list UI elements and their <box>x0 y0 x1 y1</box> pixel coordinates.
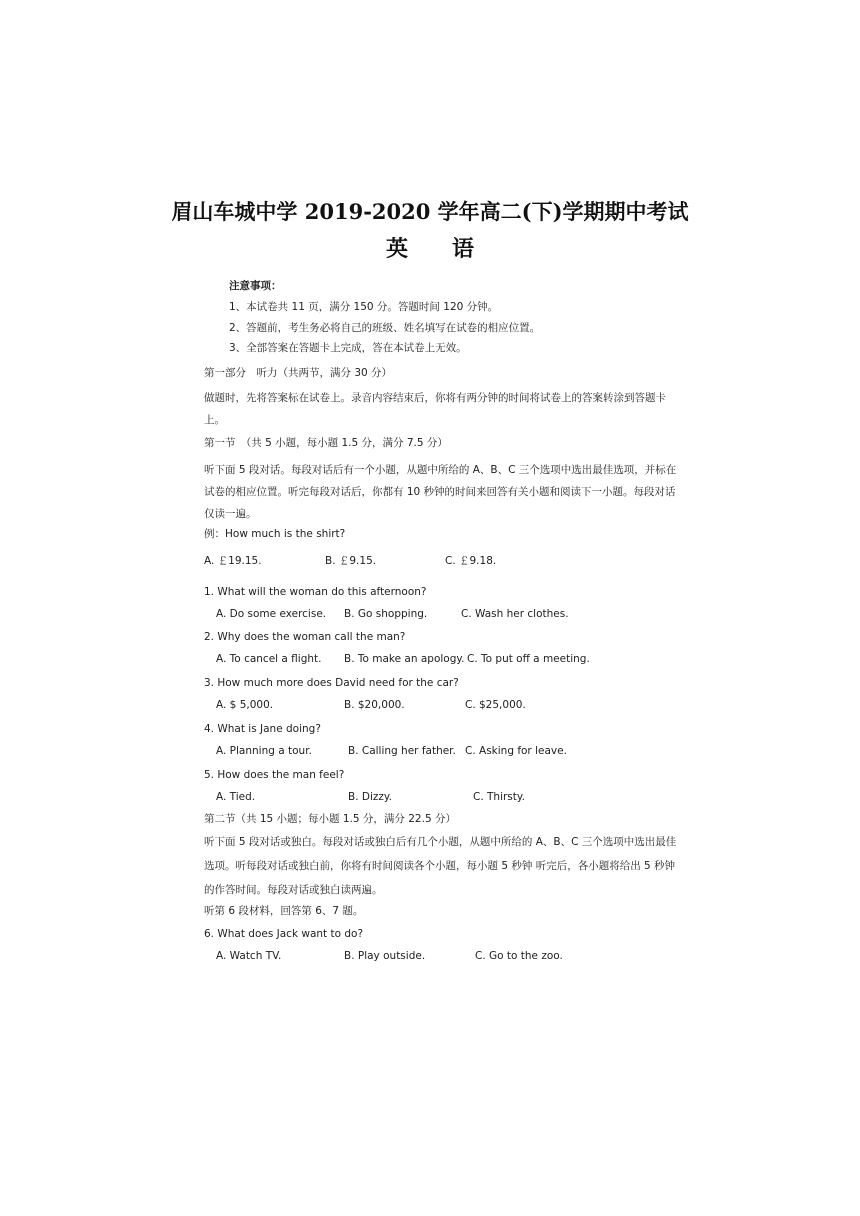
q2-option-c: C. To put off a meeting. <box>467 653 590 665</box>
section2-instructions: 听下面 5 段对话或独白。每段对话或独白后有几个小题，从题中所给的 A、B、C 三个选项中选出最佳选项。听每段对话或独白前，你将有时间阅读各个小题，每小题 5 秒钟 听完后，各小题将给出 5 秒钟的作答时间。每段对话或独白读两遍。 <box>204 836 677 896</box>
section2-heading: 第二节（共 15 小题；每小题 1.5 分，满分 22.5 分） <box>204 813 456 825</box>
q4-option-b: B. Calling her father. <box>348 745 456 757</box>
q3-option-c: C. $25,000. <box>465 699 526 711</box>
q1-option-c: C. Wash her clothes. <box>461 608 569 620</box>
q4-option-c: C. Asking for leave. <box>465 745 567 757</box>
notice-item: 2、答题前，考生务必将自己的班级、姓名填写在试卷的相应位置。 <box>229 322 541 334</box>
question-4: 4. What is Jane doing? <box>204 723 321 735</box>
example-option-a: A. ￡19.15. <box>204 555 262 567</box>
notice-item: 3、全部答案在答题卡上完成，答在本试卷上无效。 <box>229 342 467 354</box>
notice-heading: 注意事项： <box>229 280 282 292</box>
example-option-c: C. ￡9.18. <box>445 555 497 567</box>
example-option-b: B. ￡9.15. <box>325 555 377 567</box>
notice-item: 1、本试卷共 11 页，满分 150 分。答题时间 120 分钟。 <box>229 301 499 313</box>
q4-option-a: A. Planning a tour. <box>216 745 312 757</box>
q5-option-c: C. Thirsty. <box>473 791 525 803</box>
example-question: 例：How much is the shirt? <box>204 528 346 540</box>
q3-option-a: A. $ 5,000. <box>216 699 274 711</box>
subject-title: 英语 <box>385 236 518 262</box>
q6-option-c: C. Go to the zoo. <box>475 950 563 962</box>
q3-option-b: B. $20,000. <box>344 699 405 711</box>
q5-option-a: A. Tied. <box>216 791 256 803</box>
q6-option-b: B. Play outside. <box>344 950 426 962</box>
q6-option-a: A. Watch TV. <box>216 950 282 962</box>
part1-instructions: 做题时，先将答案标在试卷上。录音内容结束后，你将有两分钟的时间将试卷上的答案转涂到答题卡上。 <box>204 392 666 426</box>
q1-option-b: B. Go shopping. <box>344 608 428 620</box>
q1-option-a: A. Do some exercise. <box>216 608 327 620</box>
question-6: 6. What does Jack want to do? <box>204 928 364 940</box>
question-2: 2. Why does the woman call the man? <box>204 631 406 643</box>
section1-heading: 第一节 （共 5 小题，每小题 1.5 分，满分 7.5 分） <box>204 437 448 449</box>
question-5: 5. How does the man feel? <box>204 769 345 781</box>
part1-heading: 第一部分 听力（共两节，满分 30 分） <box>204 367 393 379</box>
q2-option-a: A. To cancel a flight. <box>216 653 322 665</box>
question-3: 3. How much more does David need for the car? <box>204 677 459 689</box>
exam-title: 眉山车城中学 2019-2020 学年高二(下)学期期中考试 <box>171 199 689 224</box>
question-1: 1. What will the woman do this afternoon? <box>204 586 427 598</box>
q5-option-b: B. Dizzy. <box>348 791 392 803</box>
material-note: 听第 6 段材料，回答第 6、7 题。 <box>204 905 364 917</box>
section1-instructions: 听下面 5 段对话。每段对话后有一个小题，从题中所给的 A、B、C 三个选项中选出最佳选项，并标在试卷的相应位置。听完每段对话后，你都有 10 秒钟的时间来回答有关小题和阅读下一小题。每段对话仅读一遍。 <box>204 464 677 520</box>
q2-option-b: B. To make an apology. <box>344 653 465 665</box>
